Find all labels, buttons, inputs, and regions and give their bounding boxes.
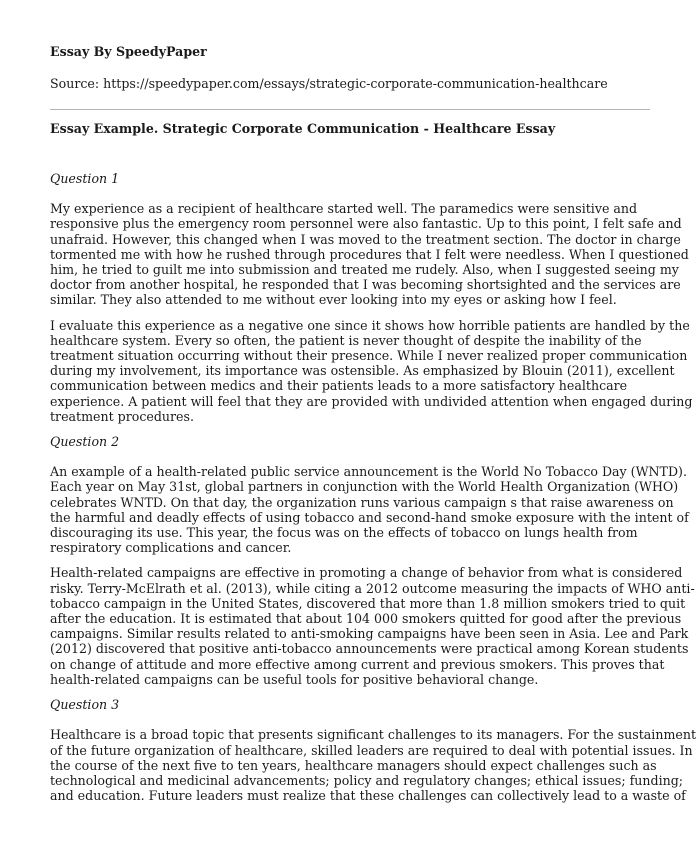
- paragraph-line: communication between medics and their patients leads to a more satisfactory healthcare: [50, 378, 628, 394]
- paragraph-line: campaigns. Similar results related to anti-smoking campaigns have been seen in Asia. Lee and Park: [50, 626, 689, 642]
- header-divider: [50, 109, 650, 110]
- paragraph-line: risky. Terry-McElrath et al. (2013), while citing a 2012 outcome measuring the impacts of WHO anti-: [50, 580, 695, 596]
- paragraph-line: experience. A patient will feel that they are provided with undivided attention when engaged during: [50, 393, 693, 409]
- question-heading: Question 2: [50, 434, 120, 450]
- paragraph-line: treatment procedures.: [50, 408, 194, 424]
- essay-paragraph: [50, 464, 689, 556]
- essay-paragraph: [50, 201, 689, 308]
- paragraph-line: during my involvement, its importance was ostensible. As emphasized by Blouin (2011), excellent: [50, 363, 675, 379]
- paragraph-line: I evaluate this experience as a negative one since it shows how horrible patients are handled by the: [50, 317, 690, 333]
- paragraph-line: My experience as a recipient of healthcare started well. The paramedics were sensitive and: [50, 201, 638, 217]
- essay-title: Essay Example. Strategic Corporate Communication - Healthcare Essay: [50, 121, 556, 136]
- paragraph-line: celebrates WNTD. On that day, the organization runs various campaign s that raise awareness on: [50, 494, 674, 510]
- paragraph-line: health-related campaigns can be useful tools for positive behavioral change.: [50, 671, 539, 687]
- paragraph-line: doctor from another hospital, he responded that I was becoming shortsighted and the services are: [50, 277, 681, 293]
- paragraph-line: tormented me with how he rushed through procedures that I felt were needless. When I questioned: [50, 246, 689, 262]
- brand-title: Essay By SpeedyPaper: [50, 44, 207, 59]
- paragraph-line: An example of a health-related public service announcement is the World No Tobacco Day (WNTD).: [50, 464, 687, 480]
- paragraph-line: responsive plus the emergency room personnel were also fantastic. Up to this point, I felt safe and: [50, 216, 682, 232]
- paragraph-line: respiratory complications and cancer.: [50, 540, 292, 556]
- paragraph-line: the course of the next five to ten years, healthcare managers should expect challenges such as: [50, 757, 657, 773]
- paragraph-line: treatment situation occurring without their presence. While I never realized proper communication: [50, 348, 688, 364]
- essay-body: [50, 171, 697, 813]
- paragraph-line: the harmful and deadly effects of using tobacco and second-hand smoke exposure with the intent of: [50, 509, 689, 525]
- paragraph-line: discouraging its use. This year, the focus was on the effects of tobacco on lungs health from: [50, 525, 638, 541]
- paragraph-line: on change of attitude and more effective among current and previous smokers. This proves that: [50, 656, 665, 672]
- paragraph-line: Each year on May 31st, global partners in conjunction with the World Health Organization (WHO): [50, 479, 679, 495]
- source-line: Source: https://speedypaper.com/essays/strategic-corporate-communication-healthcare: [50, 76, 608, 91]
- question-heading: Question 1: [50, 171, 120, 186]
- essay-paragraph: [50, 727, 697, 804]
- paragraph-line: of the future organization of healthcare, skilled leaders are required to deal with potential issues. In: [50, 742, 693, 758]
- paragraph-line: Healthcare is a broad topic that presents significant challenges to its managers. For the sustainment: [50, 727, 697, 743]
- paragraph-line: and education. Future leaders must realize that these challenges can collectively lead to a waste of: [50, 788, 686, 804]
- paragraph-line: him, he tried to guilt me into submission and treated me rudely. Also, when I suggested seeing my: [50, 262, 679, 278]
- paragraph-line: Health-related campaigns are effective in promoting a change of behavior from what is considered: [50, 565, 683, 581]
- essay-paragraph: [50, 565, 695, 687]
- essay-paragraph: [50, 317, 693, 424]
- paragraph-line: after the education. It is estimated that about 104 000 smokers quitted for good after the previous: [50, 611, 682, 627]
- paragraph-line: healthcare system. Every so often, the patient is never thought of despite the inability of the: [50, 332, 642, 348]
- paragraph-line: tobacco campaign in the United States, discovered that more than 1.8 million smokers tried to quit: [50, 595, 686, 611]
- paragraph-line: unafraid. However, this changed when I was moved to the treatment section. The doctor in charge: [50, 231, 681, 247]
- paragraph-line: similar. They also attended to me without ever looking into my eyes or asking how I feel.: [50, 292, 617, 308]
- question-heading: Question 3: [50, 697, 120, 713]
- paragraph-line: (2012) discovered that positive anti-tobacco announcements were practical among Korean students: [50, 641, 689, 657]
- paragraph-line: technological and medicinal advancements; policy and regulatory changes; ethical issues; funding;: [50, 772, 684, 788]
